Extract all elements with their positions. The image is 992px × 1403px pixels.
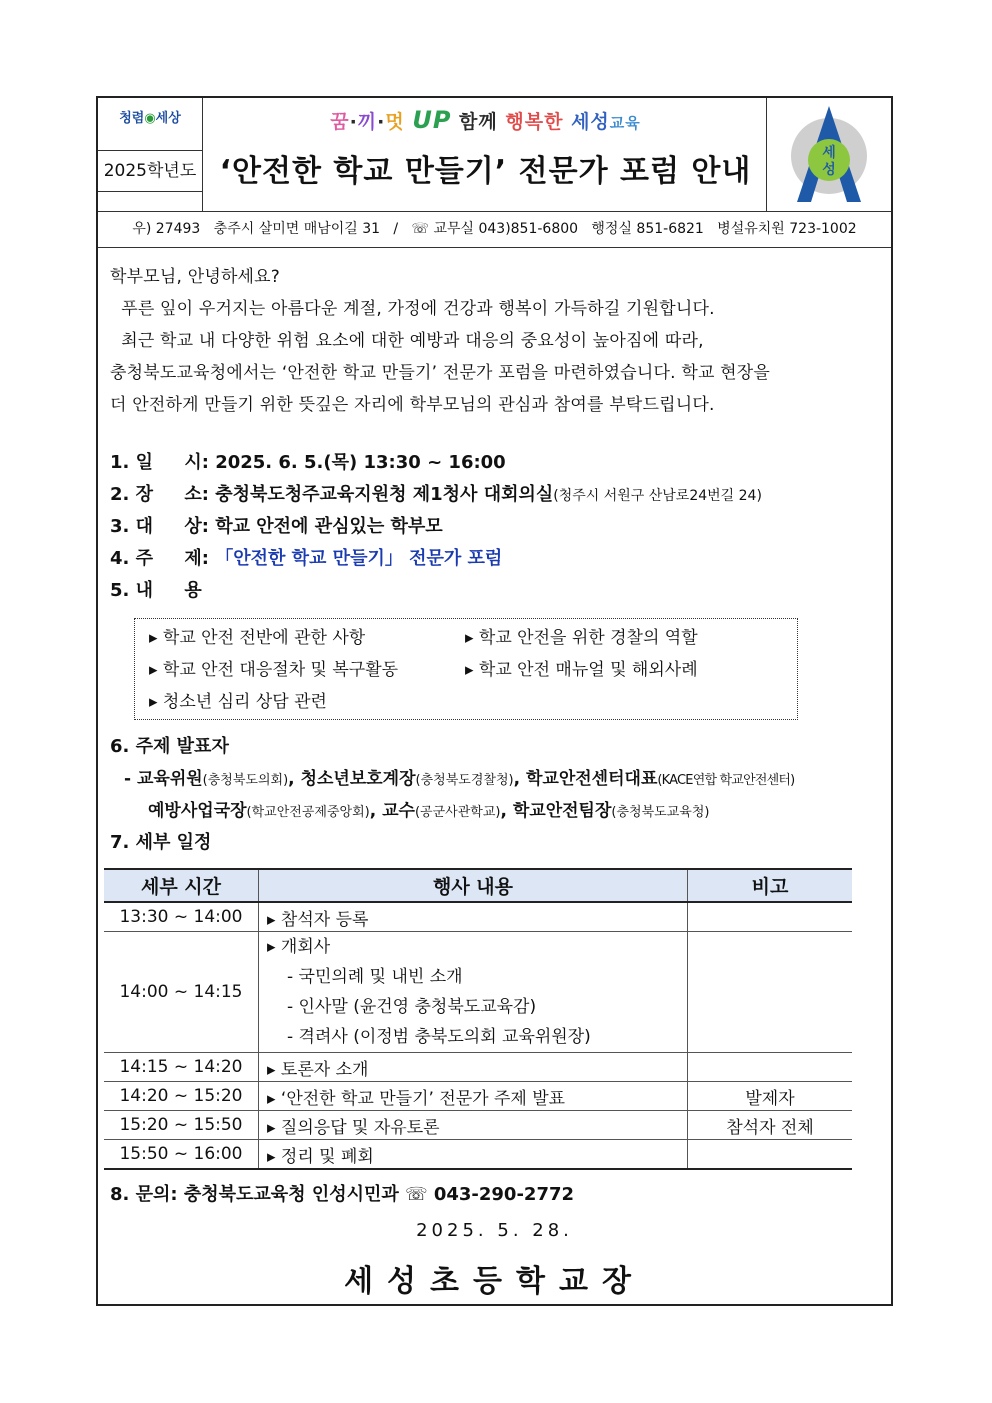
presenters-line-2 (148, 796, 709, 821)
content-item: ▸ 학교 안전 대응절차 및 복구활동 (149, 660, 399, 680)
item-datetime (110, 448, 506, 474)
intro-line: 최근 학교 내 다양한 위험 요소에 대한 예방과 대응의 중요성이 높아짐에 따라, (110, 331, 704, 351)
time-cell: 14:20 ~ 15:20 (104, 1082, 259, 1111)
item-value: 「안전한 학교 만들기」 전문가 포럼 (215, 548, 503, 569)
header (98, 98, 891, 212)
slogan-dot: · (349, 111, 358, 133)
note-cell: 참석자 전체 (688, 1111, 853, 1140)
item-audience (110, 512, 443, 538)
schedule-heading: 7. 세부 일정 (110, 832, 212, 853)
time-cell: 15:20 ~ 15:50 (104, 1111, 259, 1140)
note-cell (688, 1053, 853, 1082)
item-label: 3. 대 상: (110, 516, 216, 537)
slogan-word: 함께 (459, 111, 498, 133)
time-cell: 13:30 ~ 14:00 (104, 902, 259, 932)
content-item: ▸ 청소년 심리 상담 관련 (149, 692, 327, 712)
svg-text:세: 세 (822, 145, 836, 161)
content-item: ▸ 학교 안전 매뉴얼 및 해외사례 (465, 660, 698, 680)
header-left-panel (98, 98, 203, 211)
intro-line: 충청북도교육청에서는 ‘안전한 학교 만들기’ 전문가 포럼을 마련하였습니다. 학교 현장을 (110, 363, 771, 383)
item-value: 2025. 6. 5.(목) 13:30 ~ 16:00 (215, 452, 506, 473)
presenter: 교수 (382, 801, 415, 821)
globe-icon: ◉ (144, 111, 156, 126)
separator: , (288, 769, 301, 789)
integrity-logo (104, 106, 196, 132)
presenter-org: (충청북도의회) (202, 773, 289, 788)
slogan (208, 104, 763, 136)
presenter: 학교안전센터대표 (525, 769, 658, 789)
slogan-word: 교육 (609, 114, 641, 132)
column-header: 세부 시간 (104, 869, 259, 902)
presenters-heading: 6. 주제 발표자 (110, 736, 229, 757)
table-row (104, 902, 852, 932)
content-cell: ▸ 질의응답 및 자유토론 (259, 1111, 688, 1140)
slogan-word: 끼 (357, 111, 378, 133)
document-frame (96, 96, 893, 1306)
presenter: 학교안전팀장 (512, 801, 612, 821)
contents-box (134, 618, 798, 720)
time-cell: 15:50 ~ 16:00 (104, 1140, 259, 1170)
note-cell (688, 1140, 853, 1170)
inquiry-line: 8. 문의: 충청북도교육청 인성시민과 ☏ 043-290-2772 (110, 1184, 575, 1205)
time-cell: 14:00 ~ 14:15 (104, 932, 259, 1053)
presenter-org: (학교안전공제중앙회) (246, 805, 370, 820)
table-header-row (104, 869, 852, 902)
signature: 세성초등학교장 (344, 1264, 645, 1299)
item-value: 충청북도청주교육지원청 제1청사 대회의실 (215, 484, 554, 505)
slogan-dot: · (377, 111, 386, 133)
schedule-table (104, 868, 852, 1170)
table-row (104, 1111, 852, 1140)
separator: , (500, 801, 513, 821)
emblem-icon (767, 98, 892, 211)
content-cell: ▸ 참석자 등록 (259, 902, 688, 932)
slogan-word: 행복한 (505, 111, 564, 133)
item-topic (110, 544, 502, 570)
logo-text-a: 청렴 (119, 111, 145, 126)
item-location (110, 480, 762, 506)
column-header: 비고 (688, 869, 853, 902)
item-label: 1. 일 시: (110, 452, 216, 473)
svg-text:성: 성 (822, 162, 836, 178)
intro-line: 푸른 잎이 우거지는 아름다운 계절, 가정에 건강과 행복이 가득하길 기원합니다. (110, 299, 715, 319)
column-header: 행사 내용 (259, 869, 688, 902)
slogan-word: 멋 (385, 111, 405, 133)
item-label: 2. 장 소: (110, 484, 216, 505)
table-row (104, 932, 852, 1053)
content-sub: - 국민의례 및 내빈 소개 (287, 967, 463, 987)
note-cell (688, 932, 853, 1053)
school-emblem (766, 98, 892, 211)
presenter: - 교육위원 (124, 769, 203, 789)
content-cell: ▸ 토론자 소개 (259, 1053, 688, 1082)
school-year: 2025학년도 (98, 150, 202, 192)
slogan-word: 세성 (571, 111, 610, 133)
table-row (104, 1140, 852, 1170)
slogan-word: 꿈 (330, 111, 350, 133)
presenter-org: (충청북도경찰청) (415, 773, 514, 788)
address-bar: 우) 27493 충주시 살미면 매남이길 31 / ☏ 교무실 043)851-6800 행정실 851-6821 병설유치원 723-1002 (98, 211, 891, 248)
issue-date: 2025. 5. 28. (416, 1220, 573, 1241)
presenter: 예방사업국장 (148, 801, 247, 821)
content-cell: ▸ 정리 및 폐회 (259, 1140, 688, 1170)
content-item: ▸ 학교 안전 전반에 관한 사항 (149, 628, 366, 648)
content-sub: - 격려사 (이정범 충북도의회 교육위원장) (287, 1027, 591, 1047)
separator: , (369, 801, 383, 821)
item-value: 학교 안전에 관심있는 학부모 (215, 516, 443, 537)
content-cell (259, 932, 688, 1053)
item-contents: 5. 내 용 (110, 580, 202, 601)
logo-text-b: 세상 (155, 111, 181, 126)
slogan-up: UP (412, 106, 452, 134)
page-title: ‘안전한 학교 만들기’ 전문가 포럼 안내 (219, 154, 752, 189)
content-main: ▸ 개회사 (267, 937, 331, 957)
table-row (104, 1053, 852, 1082)
content-item: ▸ 학교 안전을 위한 경찰의 역할 (465, 628, 698, 648)
table-row (104, 1082, 852, 1111)
item-label: 4. 주 제: (110, 548, 216, 569)
separator: , (513, 769, 526, 789)
time-cell: 14:15 ~ 14:20 (104, 1053, 259, 1082)
presenter-org: (KACE연합 학교안전센터) (657, 773, 795, 788)
greeting: 학부모님, 안녕하세요? (110, 267, 281, 287)
presenter-org: (공군사관학교) (414, 805, 501, 820)
item-subtext: (청주시 서원구 산남로24번길 24) (553, 488, 762, 504)
presenter-org: (충청북도교육청) (611, 805, 710, 820)
note-cell: 발제자 (688, 1082, 853, 1111)
presenters-line-1 (124, 764, 794, 789)
note-cell (688, 902, 853, 932)
intro-line: 더 안전하게 만들기 위한 뜻깊은 자리에 학부모님의 관심과 참여를 부탁드립니다. (110, 395, 715, 415)
presenter: 청소년보호계장 (300, 769, 416, 789)
content-sub: - 인사말 (윤건영 충청북도교육감) (287, 997, 537, 1017)
content-cell: ▸ ‘안전한 학교 만들기’ 전문가 주제 발표 (259, 1082, 688, 1111)
